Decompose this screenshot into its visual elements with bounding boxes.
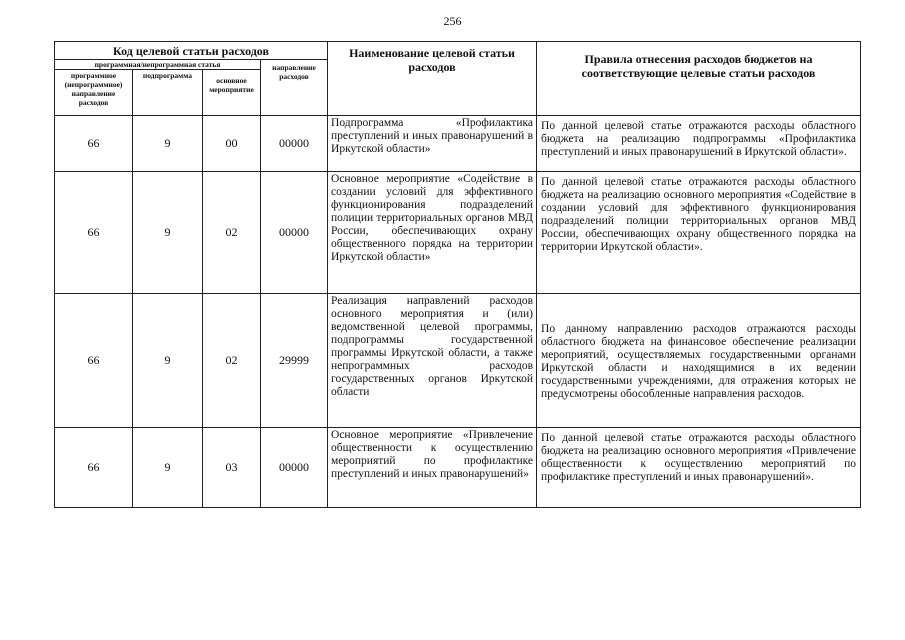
table-row	[55, 294, 861, 428]
budget-classification-table	[54, 41, 861, 508]
cell-rule: По данной целевой статье отражаются расходы областного бюджета на реализацию подпрограммы «Профилактика преступлений и иных правонарушений в Иркутской области».	[537, 116, 861, 172]
cell-event: 03	[203, 428, 261, 508]
cell-direction: 00000	[261, 428, 328, 508]
cell-event: 02	[203, 294, 261, 428]
cell-subprogram: 9	[133, 428, 203, 508]
cell-name: Подпрограмма «Профилактика преступлений и иных правонарушений в Иркутской области»	[328, 116, 537, 172]
table-row	[55, 116, 861, 172]
cell-rule: По данной целевой статье отражаются расходы областного бюджета на реализацию основного мероприятия «Содействие в создании условий для эффективного функционирования подразделений полиции территориальных органов МВД России, обеспечивающих охрану общественного порядка на территории Иркутской области».	[537, 172, 861, 294]
cell-rule: По данному направлению расходов отражаются расходы областного бюджета на финансовое обеспечение реализации мероприятий, осуществляемых государственными органами Иркутской области и находящимися в их ведении государственными учреждениями, для отражения которых не предусмотрены обособленные направления расходов.	[537, 294, 861, 428]
cell-name: Основное мероприятие «Привлечение общественности к осуществлению мероприятий по профилактике преступлений и иных правонарушений»	[328, 428, 537, 508]
cell-subprogram: 9	[133, 294, 203, 428]
header-code-group: Код целевой статьи расходов	[55, 42, 328, 60]
cell-program: 66	[55, 428, 133, 508]
cell-subprogram: 9	[133, 116, 203, 172]
header-program-direction: программное (непрограммное) направление расходов	[55, 70, 133, 116]
cell-name: Реализация направлений расходов основного мероприятия и (или) ведомственной целевой программы, подпрограммы государственной программы Иркутской области, а также непрограммных расходов государственных органов Иркутской области	[328, 294, 537, 428]
page-number: 256	[443, 14, 462, 28]
table-row	[55, 428, 861, 508]
header-name: Наименование целевой статьи расходов	[328, 42, 537, 116]
cell-program: 66	[55, 294, 133, 428]
cell-direction: 29999	[261, 294, 328, 428]
header-main-event: основное мероприятие	[203, 70, 261, 116]
header-expense-direction: направление расходов	[261, 60, 328, 116]
cell-rule: По данной целевой статье отражаются расходы областного бюджета на реализацию основного мероприятия «Привлечение общественности к осуществлению мероприятий по профилактике преступлений и иных правонарушений».	[537, 428, 861, 508]
header-rules: Правила отнесения расходов бюджетов на соответствующие целевые статьи расходов	[537, 42, 861, 116]
header-subprogram: подпрограмма	[133, 70, 203, 116]
cell-program: 66	[55, 116, 133, 172]
cell-program: 66	[55, 172, 133, 294]
cell-event: 02	[203, 172, 261, 294]
header-program-group: программная/непрограммная статья	[55, 60, 261, 70]
cell-direction: 00000	[261, 172, 328, 294]
cell-direction: 00000	[261, 116, 328, 172]
cell-subprogram: 9	[133, 172, 203, 294]
table-row	[55, 172, 861, 294]
cell-event: 00	[203, 116, 261, 172]
cell-name: Основное мероприятие «Содействие в создании условий для эффективного функционирования подразделений полиции территориальных органов МВД России, обеспечивающих охрану общественного порядка на территории Иркутской области»	[328, 172, 537, 294]
